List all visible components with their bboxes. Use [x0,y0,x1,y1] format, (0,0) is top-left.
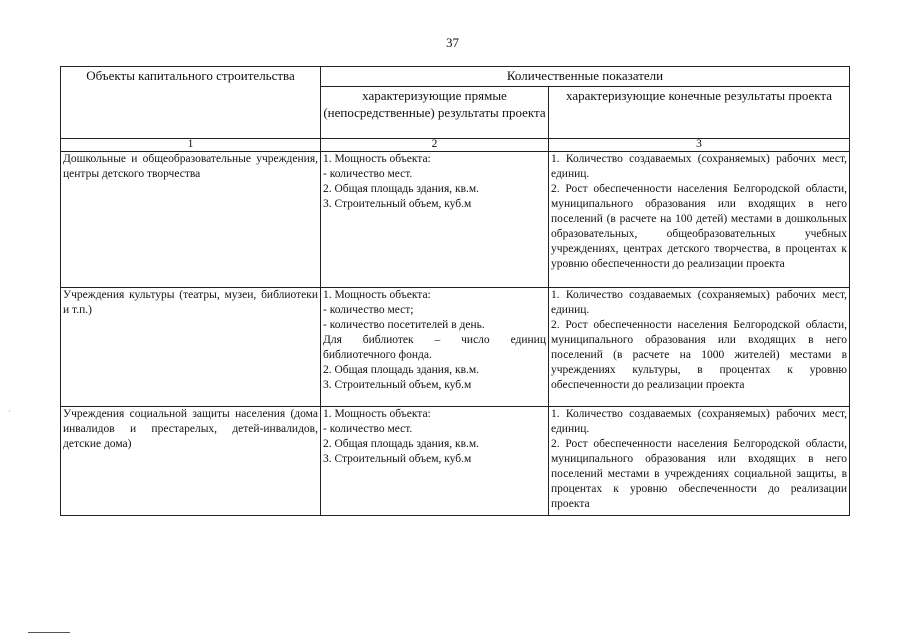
direct-line: 3. Строительный объем, куб.м [323,198,472,210]
margin-mark: · [8,407,11,416]
header-final-results: характеризующие конечные результаты проекта [549,87,850,139]
direct-line: - количество мест; [323,304,414,316]
direct-line: 1. Мощность объекта: [323,153,431,165]
object-cell: Учреждения культуры (театры, музеи, библиотеки и т.п.) [61,288,321,407]
final-line: 2. Рост обеспеченности населения Белгородской области, муниципального образования или входящих в него поселений местами в учреждениях социальной защиты, в процентах к уровню обеспеченности до реализации проекта [551,438,848,510]
header-direct-results: характеризующие прямые (непосредственные) результаты проекта [321,87,549,139]
direct-results-cell [321,407,549,516]
direct-line: - количество посетителей в день. [323,319,485,331]
direct-results-cell [321,288,549,407]
final-line: 2. Рост обеспеченности населения Белгородской области, муниципального образования или входящих в него поселений (в расчете на 100 детей) местами в дошкольных образовательных, общеобразовательных учебных учреждениях, центрах детского творчества, в процентах к уровню обеспеченности до реализации проекта [551,183,848,270]
header-quantitative-indicators: Количественные показатели [321,67,850,87]
column-number-3: 3 [549,139,850,152]
direct-results-cell [321,152,549,288]
column-number-1: 1 [61,139,321,152]
column-number-2: 2 [321,139,549,152]
page-number: 37 [446,35,459,50]
direct-line: 1. Мощность объекта: [323,408,431,420]
final-line: 2. Рост обеспеченности населения Белгородской области, муниципального образования или входящих в него поселений (в расчете на 1000 жителей) местами в учреждениях культуры, в процентах к уровню обеспеченности до реализации проекта [551,319,848,391]
final-results-cell [549,152,850,288]
direct-line: Для библиотек – число единиц библиотечного фонда. [323,334,546,361]
direct-line: 2. Общая площадь здания, кв.м. [323,364,480,376]
table-row [61,288,850,407]
direct-line: - количество мест. [323,168,413,180]
final-line: 1. Количество создаваемых (сохраняемых) рабочих мест, единиц. [551,153,848,180]
object-cell: Дошкольные и общеобразовательные учреждения, центры детского творчества [61,152,321,288]
direct-line: 3. Строительный объем, куб.м [323,379,472,391]
object-cell: Учреждения социальной защиты населения (дома инвалидов и престарелых, детей-инвалидов, детские дома) [61,407,321,516]
direct-line: 3. Строительный объем, куб.м [323,453,472,465]
footnote-divider [28,632,70,633]
final-results-cell [549,288,850,407]
direct-line: 2. Общая площадь здания, кв.м. [323,183,480,195]
final-line: 1. Количество создаваемых (сохраняемых) рабочих мест, единиц. [551,408,848,435]
direct-line: 2. Общая площадь здания, кв.м. [323,438,480,450]
header-objects: Объекты капитального строительства [61,67,321,139]
direct-line: 1. Мощность объекта: [323,289,431,301]
final-line: 1. Количество создаваемых (сохраняемых) рабочих мест, единиц. [551,289,848,316]
direct-line: - количество мест. [323,423,413,435]
table-row [61,407,850,516]
final-results-cell [549,407,850,516]
table-row [61,152,850,288]
capital-construction-table [60,66,850,516]
